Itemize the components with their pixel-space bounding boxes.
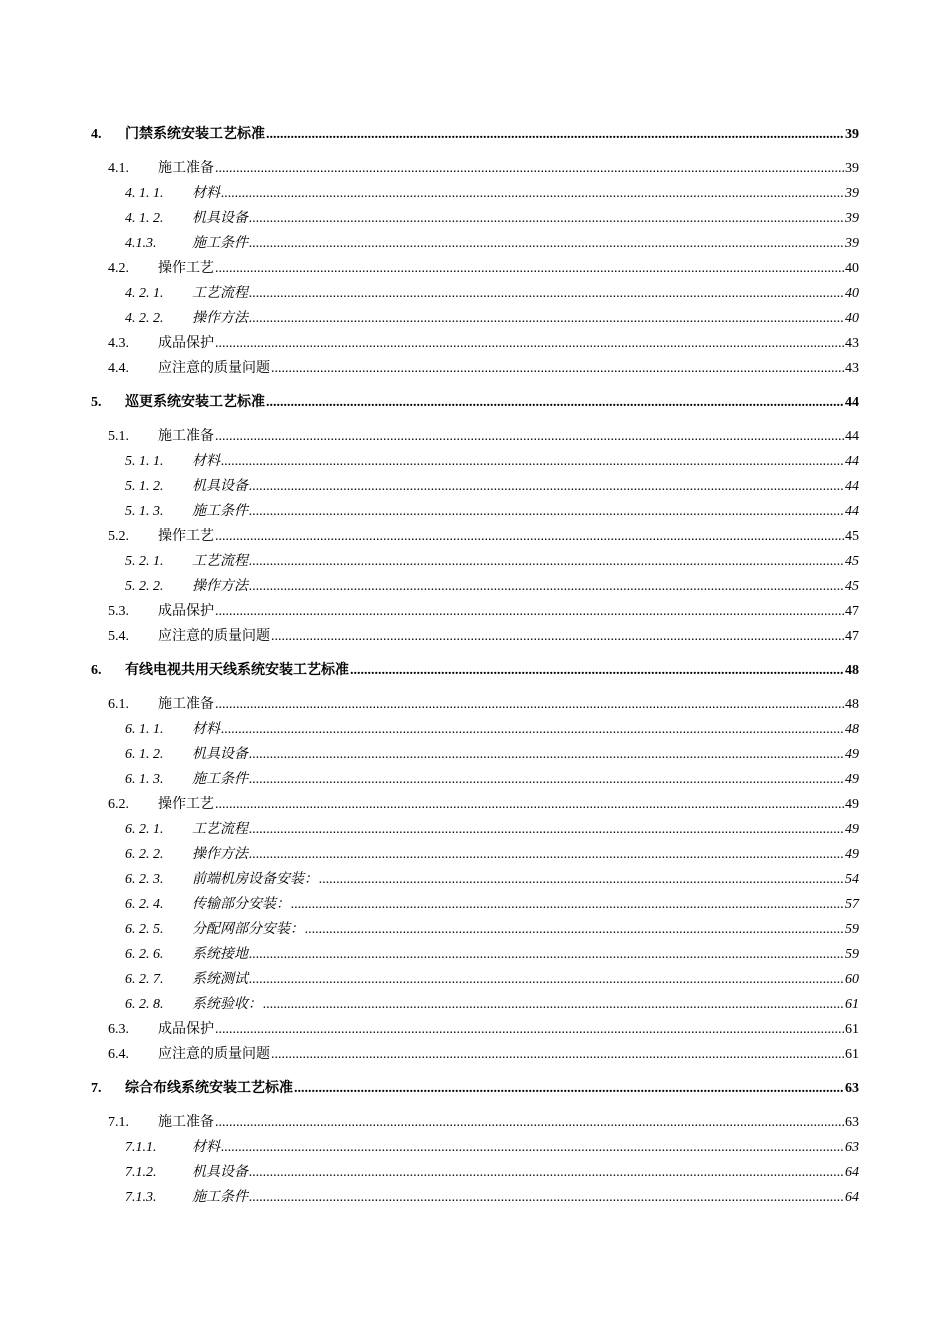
toc-entry-title: 工艺流程 — [192, 286, 248, 301]
toc-entry-number: 4.4. — [108, 361, 129, 376]
toc-entry-title: 材料 — [192, 722, 220, 737]
toc-dot-leader — [221, 453, 844, 471]
toc-dot-leader — [294, 1080, 844, 1098]
toc-dot-leader — [215, 260, 844, 278]
toc-entry-number: 6. 2. 4. — [125, 897, 164, 912]
toc-dot-leader — [263, 996, 844, 1014]
toc-entry-level-3[interactable] — [91, 846, 859, 871]
toc-dot-leader — [215, 1114, 844, 1132]
toc-entry-number: 5.3. — [108, 604, 129, 619]
toc-entry-level-3[interactable] — [91, 746, 859, 771]
toc-entry-title: 系统测试 — [192, 972, 248, 987]
toc-dot-leader — [215, 160, 844, 178]
toc-entry-number: 5.2. — [108, 529, 129, 544]
toc-entry-number: 5. 2. 1. — [125, 554, 164, 569]
toc-entry-level-3[interactable] — [91, 1139, 859, 1164]
toc-entry-number: 7.1.3. — [125, 1190, 157, 1205]
toc-dot-leader — [249, 578, 844, 596]
toc-dot-leader — [249, 821, 844, 839]
toc-dot-leader — [215, 428, 844, 446]
toc-entry-level-2[interactable] — [91, 1114, 859, 1139]
toc-entry-number: 6. — [91, 663, 102, 678]
toc-entry-number: 6.3. — [108, 1022, 129, 1037]
toc-dot-leader — [319, 871, 844, 889]
toc-dot-leader — [266, 394, 844, 412]
toc-entry-page: 48 — [845, 722, 859, 737]
toc-entry-number: 4. 1. 2. — [125, 211, 164, 226]
toc-entry-number: 4. 2. 2. — [125, 311, 164, 326]
toc-entry-number: 6. 1. 1. — [125, 722, 164, 737]
toc-dot-leader — [249, 210, 844, 228]
toc-entry-title: 机具设备 — [192, 479, 248, 494]
toc-dot-leader — [249, 971, 844, 989]
toc-entry-level-1[interactable] — [91, 126, 859, 151]
toc-entry-title: 综合布线系统安装工艺标准 — [125, 1081, 293, 1096]
toc-dot-leader — [249, 1189, 844, 1207]
toc-dot-leader — [215, 603, 844, 621]
toc-entry-title: 成品保护 — [158, 1022, 214, 1037]
toc-entry-number: 6. 1. 3. — [125, 772, 164, 787]
toc-entry-level-2[interactable] — [91, 360, 859, 385]
toc-entry-title: 应注意的质量问题 — [158, 1047, 270, 1062]
toc-entry-page: 63 — [845, 1115, 859, 1130]
toc-entry-title: 操作工艺 — [158, 261, 214, 276]
toc-dot-leader — [249, 503, 844, 521]
toc-entry-page: 48 — [845, 697, 859, 712]
toc-entry-title: 施工条件 — [192, 236, 248, 251]
toc-dot-leader — [221, 721, 844, 739]
toc-entry-level-1[interactable] — [91, 1080, 859, 1105]
toc-entry-number: 7.1.1. — [125, 1140, 157, 1155]
toc-dot-leader — [215, 1021, 844, 1039]
toc-dot-leader — [350, 662, 844, 680]
toc-entry-number: 5. — [91, 395, 102, 410]
toc-entry-title: 施工准备 — [158, 161, 214, 176]
toc-entry-level-2[interactable] — [91, 528, 859, 553]
toc-entry-number: 6.2. — [108, 797, 129, 812]
toc-entry-title: 成品保护 — [158, 336, 214, 351]
toc-entry-title: 操作工艺 — [158, 797, 214, 812]
toc-entry-title: 操作方法 — [192, 579, 248, 594]
toc-dot-leader — [271, 628, 844, 646]
toc-entry-page: 43 — [845, 336, 859, 351]
toc-entry-level-3[interactable] — [91, 771, 859, 796]
toc-dot-leader — [249, 846, 844, 864]
toc-entry-level-2[interactable] — [91, 603, 859, 628]
toc-entry-page: 45 — [845, 554, 859, 569]
toc-entry-level-3[interactable] — [91, 996, 859, 1021]
toc-entry-page: 61 — [845, 997, 859, 1012]
toc-entry-number: 4. 1. 1. — [125, 186, 164, 201]
toc-entry-page: 49 — [845, 772, 859, 787]
toc-entry-page: 49 — [845, 822, 859, 837]
toc-entry-number: 6.1. — [108, 697, 129, 712]
toc-entry-level-2[interactable] — [91, 796, 859, 821]
toc-entry-number: 5. 1. 2. — [125, 479, 164, 494]
toc-dot-leader — [215, 696, 844, 714]
toc-entry-number: 4.1.3. — [125, 236, 157, 251]
toc-entry-number: 6. 2. 8. — [125, 997, 164, 1012]
toc-entry-page: 44 — [845, 454, 859, 469]
toc-dot-leader — [249, 310, 844, 328]
toc-entry-level-2[interactable] — [91, 428, 859, 453]
toc-entry-page: 47 — [845, 629, 859, 644]
toc-entry-title: 工艺流程 — [192, 822, 248, 837]
toc-entry-level-3[interactable] — [91, 721, 859, 746]
toc-entry-page: 49 — [845, 747, 859, 762]
toc-entry-page: 61 — [845, 1047, 859, 1062]
toc-entry-page: 57 — [845, 897, 859, 912]
toc-entry-title: 传输部分安装： — [192, 897, 290, 912]
toc-entry-page: 59 — [845, 947, 859, 962]
toc-entry-number: 4.3. — [108, 336, 129, 351]
toc-entry-level-1[interactable] — [91, 662, 859, 687]
toc-dot-leader — [266, 126, 844, 144]
toc-entry-level-3[interactable] — [91, 946, 859, 971]
toc-entry-level-3[interactable] — [91, 821, 859, 846]
toc-entry-page: 39 — [845, 127, 859, 142]
toc-entry-page: 60 — [845, 972, 859, 987]
toc-entry-page: 59 — [845, 922, 859, 937]
toc-entry-number: 5. 1. 1. — [125, 454, 164, 469]
toc-entry-number: 4. — [91, 127, 102, 142]
toc-entry-title: 材料 — [192, 1140, 220, 1155]
toc-entry-title: 工艺流程 — [192, 554, 248, 569]
toc-entry-title: 操作方法 — [192, 847, 248, 862]
toc-entry-number: 6. 2. 2. — [125, 847, 164, 862]
toc-entry-title: 系统接地 — [192, 947, 248, 962]
toc-entry-level-2[interactable] — [91, 696, 859, 721]
toc-entry-page: 49 — [845, 847, 859, 862]
toc-entry-level-3[interactable] — [91, 553, 859, 578]
toc-entry-number: 6. 2. 7. — [125, 972, 164, 987]
toc-entry-title: 巡更系统安装工艺标准 — [125, 395, 265, 410]
toc-entry-title: 施工条件 — [192, 504, 248, 519]
toc-entry-number: 5.4. — [108, 629, 129, 644]
toc-entry-level-3[interactable] — [91, 1164, 859, 1189]
toc-entry-page: 40 — [845, 261, 859, 276]
toc-entry-level-3[interactable] — [91, 285, 859, 310]
toc-entry-number: 6. 2. 3. — [125, 872, 164, 887]
toc-dot-leader — [249, 746, 844, 764]
toc-entry-number: 7.1. — [108, 1115, 129, 1130]
toc-entry-title: 施工准备 — [158, 429, 214, 444]
toc-dot-leader — [271, 1046, 844, 1064]
toc-entry-title: 系统验收： — [192, 997, 262, 1012]
toc-dot-leader — [249, 771, 844, 789]
toc-entry-page: 44 — [845, 395, 859, 410]
toc-dot-leader — [291, 896, 844, 914]
toc-entry-title: 门禁系统安装工艺标准 — [125, 127, 265, 142]
toc-entry-page: 64 — [845, 1190, 859, 1205]
toc-entry-level-1[interactable] — [91, 394, 859, 419]
toc-entry-level-2[interactable] — [91, 1021, 859, 1046]
toc-entry-level-2[interactable] — [91, 260, 859, 285]
toc-entry-page: 47 — [845, 604, 859, 619]
toc-entry-number: 6. 2. 1. — [125, 822, 164, 837]
toc-entry-level-3[interactable] — [91, 210, 859, 235]
toc-entry-title: 机具设备 — [192, 211, 248, 226]
toc-entry-page: 45 — [845, 579, 859, 594]
toc-dot-leader — [249, 478, 844, 496]
toc-dot-leader — [305, 921, 844, 939]
toc-entry-number: 4. 2. 1. — [125, 286, 164, 301]
toc-entry-level-3[interactable] — [91, 185, 859, 210]
toc-entry-level-3[interactable] — [91, 921, 859, 946]
toc-entry-title: 应注意的质量问题 — [158, 629, 270, 644]
toc-entry-number: 6. 2. 5. — [125, 922, 164, 937]
toc-dot-leader — [271, 360, 844, 378]
toc-dot-leader — [249, 235, 844, 253]
toc-entry-level-3[interactable] — [91, 310, 859, 335]
toc-entry-level-2[interactable] — [91, 1046, 859, 1071]
toc-entry-number: 4.2. — [108, 261, 129, 276]
toc-entry-page: 49 — [845, 797, 859, 812]
toc-entry-page: 63 — [845, 1140, 859, 1155]
toc-entry-level-3[interactable] — [91, 503, 859, 528]
toc-entry-level-3[interactable] — [91, 578, 859, 603]
toc-entry-level-3[interactable] — [91, 871, 859, 896]
toc-entry-page: 45 — [845, 529, 859, 544]
toc-entry-number: 5.1. — [108, 429, 129, 444]
toc-entry-title: 操作工艺 — [158, 529, 214, 544]
toc-entry-page: 63 — [845, 1081, 859, 1096]
toc-entry-level-3[interactable] — [91, 971, 859, 996]
toc-entry-title: 施工准备 — [158, 1115, 214, 1130]
toc-entry-title: 分配网部分安装： — [192, 922, 304, 937]
toc-entry-page: 61 — [845, 1022, 859, 1037]
toc-entry-number: 6.4. — [108, 1047, 129, 1062]
toc-entry-number: 5. 1. 3. — [125, 504, 164, 519]
toc-entry-number: 6. 1. 2. — [125, 747, 164, 762]
toc-entry-title: 机具设备 — [192, 1165, 248, 1180]
toc-entry-page: 39 — [845, 161, 859, 176]
toc-entry-level-2[interactable] — [91, 160, 859, 185]
toc-entry-page: 44 — [845, 429, 859, 444]
toc-entry-number: 4.1. — [108, 161, 129, 176]
toc-entry-title: 成品保护 — [158, 604, 214, 619]
toc-entry-level-2[interactable] — [91, 335, 859, 360]
toc-dot-leader — [249, 553, 844, 571]
toc-entry-number: 5. 2. 2. — [125, 579, 164, 594]
toc-dot-leader — [215, 528, 844, 546]
toc-dot-leader — [215, 796, 844, 814]
toc-dot-leader — [249, 285, 844, 303]
toc-entry-page: 44 — [845, 479, 859, 494]
toc-entry-level-3[interactable] — [91, 235, 859, 260]
toc-entry-title: 材料 — [192, 454, 220, 469]
toc-entry-page: 43 — [845, 361, 859, 376]
toc-entry-level-3[interactable] — [91, 896, 859, 921]
toc-entry-page: 48 — [845, 663, 859, 678]
toc-entry-title: 机具设备 — [192, 747, 248, 762]
toc-entry-title: 操作方法 — [192, 311, 248, 326]
toc-entry-number: 6. 2. 6. — [125, 947, 164, 962]
toc-entry-title: 施工条件 — [192, 1190, 248, 1205]
toc-dot-leader — [249, 946, 844, 964]
toc-entry-page: 64 — [845, 1165, 859, 1180]
table-of-contents — [91, 126, 859, 1214]
toc-entry-title: 前端机房设备安装： — [192, 872, 318, 887]
toc-entry-number: 7.1.2. — [125, 1165, 157, 1180]
toc-entry-number: 7. — [91, 1081, 102, 1096]
toc-entry-page: 40 — [845, 286, 859, 301]
toc-entry-page: 39 — [845, 211, 859, 226]
toc-entry-level-3[interactable] — [91, 453, 859, 478]
toc-entry-level-3[interactable] — [91, 1189, 859, 1214]
toc-dot-leader — [215, 335, 844, 353]
toc-entry-page: 39 — [845, 186, 859, 201]
toc-dot-leader — [221, 185, 844, 203]
toc-entry-title: 应注意的质量问题 — [158, 361, 270, 376]
toc-entry-title: 材料 — [192, 186, 220, 201]
toc-entry-title: 有线电视共用天线系统安装工艺标准 — [125, 663, 349, 678]
toc-entry-page: 54 — [845, 872, 859, 887]
toc-entry-page: 44 — [845, 504, 859, 519]
toc-dot-leader — [249, 1164, 844, 1182]
toc-entry-level-2[interactable] — [91, 628, 859, 653]
toc-dot-leader — [221, 1139, 844, 1157]
toc-entry-title: 施工准备 — [158, 697, 214, 712]
toc-entry-page: 40 — [845, 311, 859, 326]
toc-entry-title: 施工条件 — [192, 772, 248, 787]
toc-entry-level-3[interactable] — [91, 478, 859, 503]
toc-entry-page: 39 — [845, 236, 859, 251]
